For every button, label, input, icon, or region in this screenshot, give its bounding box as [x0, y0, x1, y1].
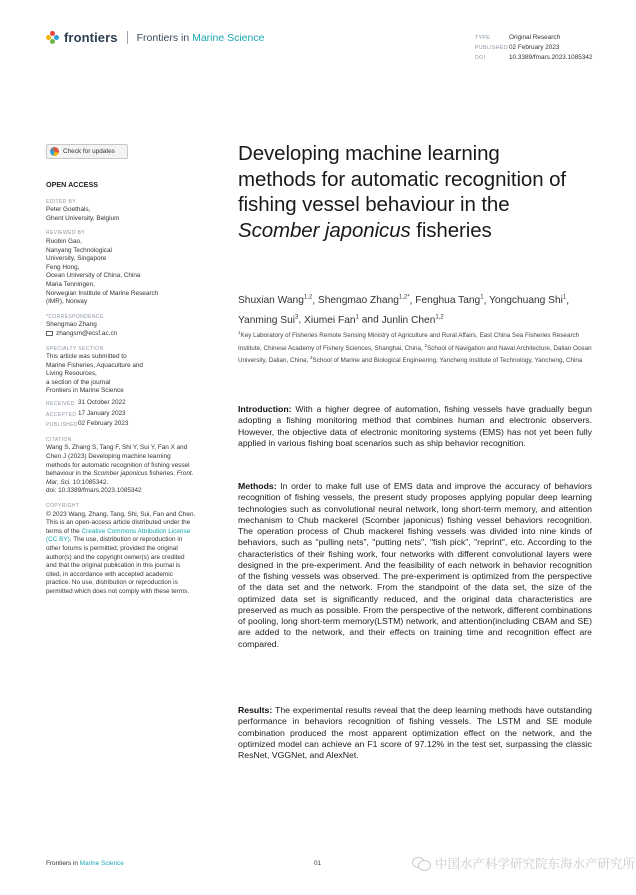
author[interactable]: Yanming Sui$^3$ — [238, 314, 299, 326]
copyright: © 2023 Wang, Zhang, Tang, Shi, Sui, Fan and Chen. This is an open-access article distributed under the terms of the Creative Commons Attribution License (CC BY). The use, distribution or reproduction in other forums is permitted, provided the original author(s) and the copyright owner(s) are credited and that the original publication in this journal is cited, in accordance with accepted academic practice. No use, distribution or reproduction is permitted which does not comply with these terms. — [46, 510, 196, 595]
article-sidebar: OPEN ACCESS EDITED BY Peter Goethals, Ghent University, Belgium REVIEWED BY Ruobin Gao, Nanyang Technological University, Singapore Feng Hong, Ocean University of China, China Maria Tenningen, Norwegian Institute of Marine Research (IMR), Norway *CORRESPONDENCE Shengmao Zhang zhangsm@ecsf.ac.cn SPECIALTY SECTION This article was submitted to Marine Fisheries, Aquaculture and Living Resources, a section of the journal Frontiers in Marine Science RECEIVED 31 October 2022 ACCEPTED 17 January 2023 PUBLISHED 02 February 2023 CITATION Wang S, Zhang S, Tang F, Shi Y, Sui Y, Fan X and Chen J (2023) Developing machine learning methods for automatic recognition of fishing vessel behaviour in the Scomber japonicus fisheries. Front. Mar. Sci. 10:1085342. doi: 10.3389/fmars.2023.1085342 COPYRIGHT © 2023 Wang, Zhang, Tang, Shi, Sui, Fan and Chen. This is an open-access article distributed under the terms of the Creative Commons Attribution License (CC BY). The use, distribution or reproduction in other forums is permitted, provided the original author(s) and the copyright owner(s) are credited and that the original publication in this journal is cited, in accordance with accepted academic practice. No use, distribution or reproduction is permitted which does not comply with these terms. — [46, 180, 196, 595]
header-divider — [127, 31, 128, 44]
journal-header — [46, 30, 264, 45]
author[interactable]: Fenghua Tang$^1$ — [415, 295, 484, 307]
watermark: 中国水产科学研究院东海水产研究所 — [412, 854, 635, 872]
editor: Peter Goethals, Ghent University, Belgium — [46, 206, 120, 222]
correspondence: Shengmao Zhang zhangsm@ecsf.ac.cn — [46, 321, 118, 337]
open-access-label: OPEN ACCESS — [46, 180, 99, 189]
specialty-section: This article was submitted to Marine Fisheries, Aquaculture and Living Resources, a section of the journal Frontiers in Marine Science — [46, 353, 143, 395]
author[interactable]: Shengmao Zhang$^{1,2*}$ — [317, 295, 410, 307]
author-list: Shuxian Wang$^{1,2}$, Shengmao Zhang$^{1,2*}$, Fenghua Tang$^1$, Yongchuang Shi$^1$, Yanming Sui$^3$, Xiumei Fan$^1$ and Junlin Chen$^{1,2}$ — [238, 295, 570, 326]
doi-link[interactable]: 10.3389/fmars.2023.1085342 — [509, 54, 593, 61]
reviewers: Ruobin Gao, Nanyang Technological University, Singapore Feng Hong, Ocean University of China, China Maria Tenningen, Norwegian Institute of Marine Research (IMR), Norway — [46, 237, 159, 306]
cc-by-license-link[interactable]: Creative Commons Attribution License (CC BY) — [46, 527, 191, 544]
article-title: Developing machine learning methods for automatic recognition of fishing vessel behaviour in the Scomber japonicus fisheries — [238, 142, 566, 242]
author[interactable]: Xiumei Fan$^1$ — [304, 314, 359, 326]
check-for-updates-button[interactable]: Check for updates — [46, 144, 128, 159]
chat-bubbles-icon — [412, 856, 430, 870]
author[interactable]: Yongchuang Shi$^1$ — [489, 295, 567, 307]
journal-name[interactable]: Frontiers in Marine Science — [136, 31, 265, 44]
article-dates: RECEIVED 31 October 2022 ACCEPTED 17 January 2023 PUBLISHED 02 February 2023 — [46, 399, 129, 429]
correspondence-email[interactable]: zhangsm@ecsf.ac.cn — [56, 329, 118, 337]
abstract-introduction: Introduction: With a higher degree of automation, fishing vessels have gradually begun adopting a fishing monitoring method that combines human and electronic observers. However, the objective data of electronic monitoring systems (EMS) has not yet been fully applied in various fishing boat scenarios such as ship behavior recognition. — [238, 404, 592, 448]
author[interactable]: Shuxian Wang$^{1,2}$ — [238, 295, 313, 307]
citation-doi[interactable]: doi: 10.3389/fmars.2023.1085342 — [46, 487, 142, 495]
abstract-methods: Methods: In order to make full use of EMS data and improve the accuracy of behaviors recognition of fishing vessels, the present study proposes applying popular deep learning technologies such as convolutional neural network, long short-term memory, and attention mechanism to Chub mackerel (Scomber japonicus) fishing vessel behaviors recognition. The operation process of Chub mackerel fishing vessels was divided into nine kinds of behaviors, such as "pulling nets", "putting nets", "fish pick", "reprint", etc. According to the characteristics of their fishing work, four networks with different convolutional layers were designed in the pre-experiment. And the feasibility of each network in behavior recognition of the fishing vessels was observed. The pre-experiment is optimized from the perspective of the data set and the network. From the standpoint of the data set, the size of the optimized data set is significantly reduced, and the original data characteristics are preserved as much as possible. From the perspective of the network, different combinations of pooling, long short-term memory(LSTM) network, and attention(including CBAM and SE) are added to the network, and their effects on training time and recognition effect are compared. — [238, 481, 592, 649]
citation: Wang S, Zhang S, Tang F, Shi Y, Sui Y, Fan X and Chen J (2023) Developing machine learning methods for automatic recognition of fishing vessel behaviour in the Scomber japonicus fisheries. Front. Mar. Sci. 10:1085342. doi: 10.3389/fmars.2023.1085342 — [46, 444, 194, 495]
crossmark-icon — [50, 147, 59, 156]
article-meta: TYPE Original Research PUBLISHED02 February 2023 DOI 10.3389/fmars.2023.1085342 — [475, 34, 593, 61]
footer-journal[interactable]: Frontiers in Marine Science — [46, 860, 124, 867]
email-icon — [46, 331, 53, 336]
frontiers-logo-icon — [46, 31, 59, 44]
frontiers-logo: frontiers — [64, 30, 118, 45]
page-number: 01 — [314, 860, 322, 867]
affiliations: $^1$Key Laboratory of Fisheries Remote Sensing Ministry of Agriculture and Rural Affairs, East China Sea Fisheries Research Institute, Chinese Academy of Fishery Sciences, Shanghai, China, $^2$School of Navigation and Naval Architecture, Dalian Ocean University, Dalian, China, $^3$School of Marine and Biological Engineering, Yancheng Institute of Technology, Yancheng, China — [238, 330, 592, 365]
abstract-results: Results: The experimental results reveal that the deep learning methods have outstanding performance in behaviors recognition of fishing vessels. The LSTM and SE module combination produced the most apparent optimization effect on the network, and the optimized model can achieve an F1 score of 97.12% in the test set, surpassing the classic ResNet, VGGNet, and AlexNet. — [238, 705, 592, 760]
author[interactable]: Junlin Chen$^{1,2}$ — [381, 314, 444, 326]
